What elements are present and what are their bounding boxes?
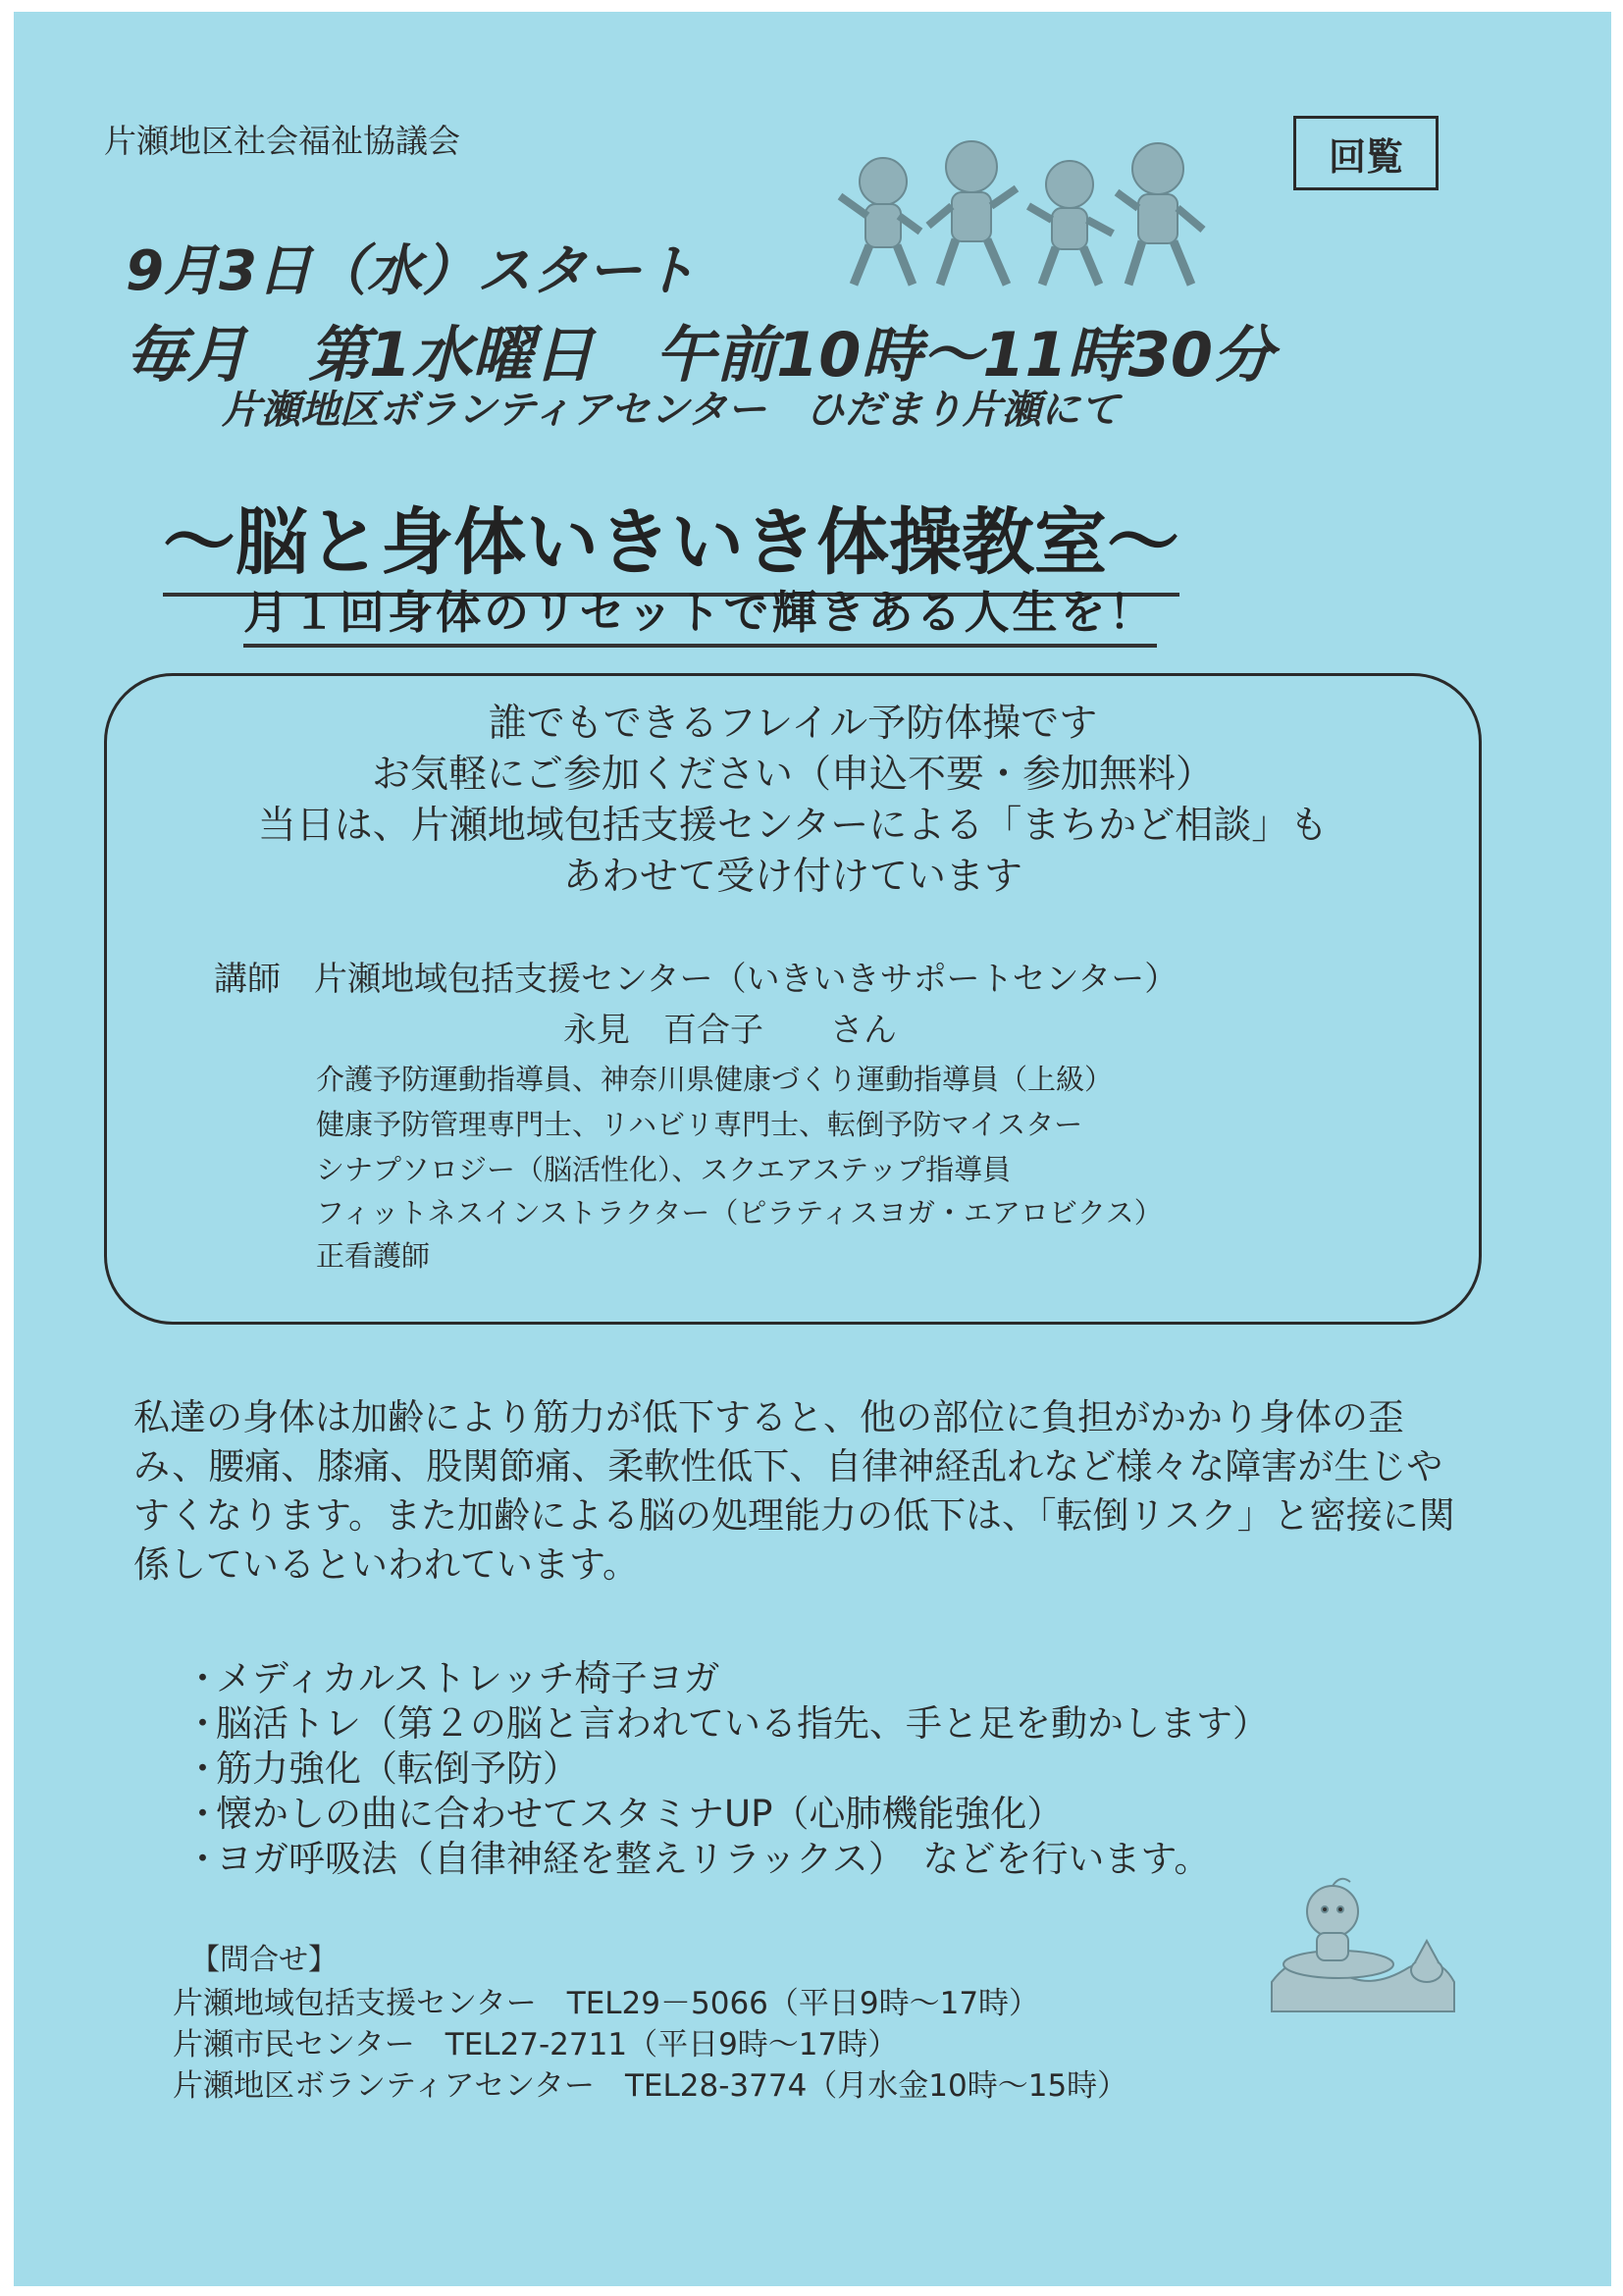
activity-text: ヨガ呼吸法（自律神経を整えリラックス） などを行います。: [216, 1838, 1211, 1880]
circulation-stamp: 回覧: [1293, 116, 1439, 190]
info-line: 当日は、片瀬地域包括支援センターによる「まちかど相談」も: [257, 804, 1329, 848]
bullet-glyph: ・: [184, 1793, 221, 1835]
bullet-glyph: ・: [184, 1748, 221, 1790]
person-figure-4: [1117, 143, 1203, 285]
event-subtitle: 月１回身体のリセットで輝きある人生を！: [243, 577, 1157, 648]
activity-text: メディカルストレッチ椅子ヨガ: [216, 1657, 720, 1699]
bullet-glyph: ・: [184, 1702, 221, 1745]
person-figure-1: [840, 158, 920, 285]
contact-line: 片瀬市民センター TEL27-2711（平日9時～17時）: [173, 2027, 899, 2062]
bullet-glyph: ・: [184, 1657, 221, 1699]
activity-item: [184, 1784, 1269, 1835]
exercising-people-illustration: [834, 137, 1227, 294]
contact-line: 片瀬地域包括支援センター TEL29－5066（平日9時～17時）: [173, 1986, 1040, 2021]
schedule: 毎月 第1水曜日 午前10時～11時30分: [126, 319, 1274, 391]
activity-item: [184, 1694, 1269, 1745]
mascot-on-wave-illustration: [1262, 1874, 1458, 2021]
activity-text: 脳活トレ（第２の脳と言われている指先、手と足を動かします）: [216, 1702, 1269, 1745]
qualification: 正看護師: [316, 1239, 431, 1273]
event-title: ～脳と身体いきいき体操教室～: [163, 485, 1179, 597]
activity-item: [184, 1648, 1269, 1699]
bullet-glyph: ・: [184, 1838, 221, 1880]
contact-line: 片瀬地区ボランティアセンター TEL28-3774（月水金10時～15時）: [173, 2068, 1128, 2104]
activity-item: [184, 1829, 1269, 1880]
start-date: 9月3日（水）スタート: [126, 239, 697, 303]
lecturer: 講師 片瀬地域包括支援センター（いきいきサポートセンター）: [214, 960, 1178, 999]
activity-text: 筋力強化（転倒予防）: [216, 1748, 579, 1790]
qualification: 健康予防管理専門士、リハビリ専門士、転倒予防マイスター: [316, 1108, 1083, 1141]
inquiry-heading: 【問合せ】: [190, 1943, 338, 1977]
qualification: 介護予防運動指導員、神奈川県健康づくり運動指導員（上級）: [316, 1063, 1114, 1096]
venue: 片瀬地区ボランティアセンター ひだまり片瀬にて: [222, 388, 1120, 433]
activity-item: [184, 1739, 1269, 1790]
qualification: フィットネスインストラクター（ピラティスヨガ・エアロビクス）: [316, 1196, 1163, 1229]
organization-name: 片瀬地区社会福祉協議会: [104, 122, 460, 160]
activity-list: [184, 1648, 1269, 1880]
activity-text: 懐かしの曲に合わせてスタミナUP（心肺機能強化）: [216, 1793, 1064, 1835]
person-figure-3: [1028, 161, 1113, 285]
qualification: シナプソロジー（脳活性化）、スクエアステップ指導員: [316, 1153, 1012, 1186]
lecturer-name: 永見 百合子 さん: [563, 1011, 897, 1050]
info-line: あわせて受け付けています: [562, 855, 1022, 899]
description-paragraph: 私達の身体は加齢により筋力が低下すると、他の部位に負担がかかり身体の歪み、腰痛、膝痛、股関節痛、柔軟性低下、自律神経乱れなど様々な障害が生じやすくなります。また加齢による脳の処理能力の低下は、「転倒リスク」と密接に関係しているといわれています。: [133, 1396, 1455, 1586]
person-figure-2: [928, 141, 1017, 285]
info-line: お気軽にご参加ください（申込不要・参加無料）: [371, 753, 1214, 797]
info-line: 誰でもできるフレイル予防体操です: [488, 702, 1098, 746]
